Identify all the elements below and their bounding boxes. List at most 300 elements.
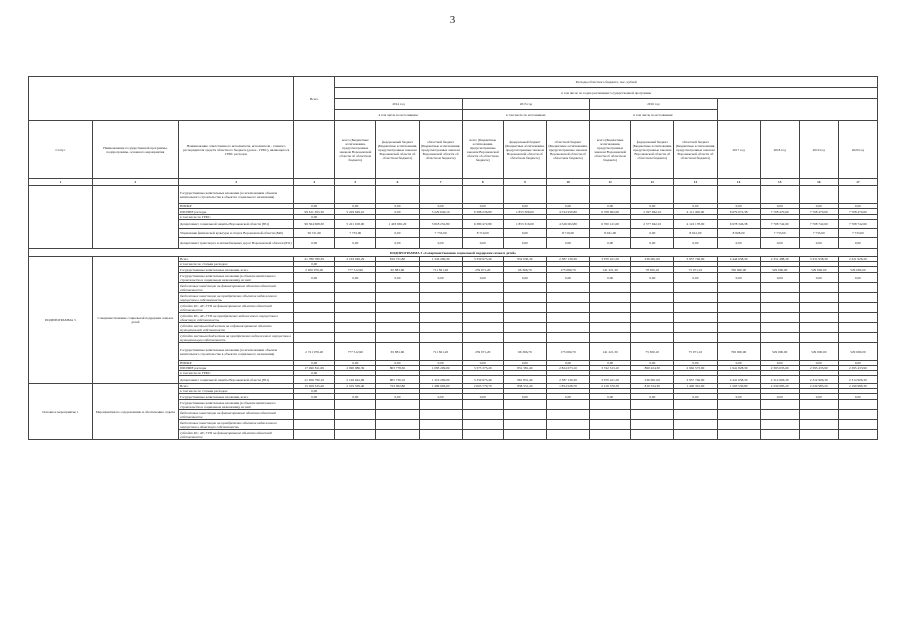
row-label: Управление физической культуры и спорта Воронежской области (846)	[179, 229, 294, 238]
value-cell	[462, 323, 503, 333]
row-label: Государственные капитальные вложения, всего	[179, 267, 294, 273]
value-cell: 2 314 906,30	[838, 376, 877, 384]
subprogram-status: ПОДПРОГРАММА 3	[29, 257, 93, 384]
value-cell: 2 824 073,10	[546, 366, 589, 371]
value-cell: 2 199 986,30	[838, 384, 877, 389]
value-cell	[419, 303, 462, 313]
column-number: 3	[179, 179, 294, 186]
value-cell	[799, 420, 838, 430]
row-label: субсидии КС, АУ, ГУП на приобретение недвижимого имущества в областную собственность	[179, 313, 294, 323]
value-cell: 6 978 346,38	[717, 220, 760, 229]
value-cell	[462, 186, 503, 204]
row-label: субсидии КС, АУ, ГУП на финансирование объектов областной собственности	[179, 430, 294, 440]
header-budget: Расходы областного бюджета, тыс. рублей	[335, 77, 878, 88]
value-cell	[717, 293, 760, 303]
row-label: Государственные капитальные вложения (за исключением объемов капитального строительства в объектах социального назначения)	[179, 343, 294, 361]
header-src-c-2015: областной бюджет (Бюджетные ассигнования, предусмотренные законом Воронежской области об областном бюджете)	[546, 121, 589, 179]
value-cell: 0,00	[376, 238, 419, 249]
value-cell: 6 700 121,00	[590, 220, 631, 229]
value-cell: 0,00	[503, 394, 546, 400]
page-number: 3	[449, 14, 456, 26]
value-cell	[799, 323, 838, 333]
value-cell: 7 733,00	[760, 229, 799, 238]
value-cell: 932 030,30	[503, 257, 546, 262]
header-src-b-2015: федеральный бюджет (Бюджетные ассигнования, предусмотренные законом Воронежской области об областном бюджете)	[503, 121, 546, 179]
value-cell: 239 971,20	[462, 343, 503, 361]
value-cell: 6 708 062,00	[590, 209, 631, 215]
value-cell: 0,00	[799, 361, 838, 366]
value-cell: 0,00	[799, 238, 838, 249]
value-cell: 1 853 306,00	[503, 209, 546, 215]
value-cell	[590, 430, 631, 440]
budget-table	[28, 76, 878, 440]
value-cell: 711 821,20	[419, 267, 462, 273]
header-total: Всего	[294, 77, 335, 121]
value-cell: 0,00	[546, 238, 589, 249]
budget-table-sheet	[28, 76, 878, 440]
value-cell: 2 387 139,30	[546, 376, 589, 384]
value-cell: 0,00	[631, 238, 674, 249]
header-incl-2014: в том числе по источникам:	[335, 110, 462, 121]
value-cell: 0,00	[462, 238, 503, 249]
value-cell: 2 441 638,30	[717, 376, 760, 384]
value-cell: 0,00	[717, 394, 760, 400]
column-number: 17	[838, 179, 877, 186]
value-cell	[631, 333, 674, 343]
value-cell: 0,00	[503, 361, 546, 366]
value-cell	[799, 186, 838, 204]
column-number: 10	[546, 179, 589, 186]
value-cell	[838, 313, 877, 323]
column-number: 14	[717, 179, 760, 186]
value-cell: 2 387 139,30	[546, 257, 589, 262]
event-status: Основное мероприятие 1	[29, 384, 93, 440]
value-cell: 2 395 433,90	[799, 366, 838, 371]
value-cell: 0,00	[419, 273, 462, 283]
value-cell	[546, 313, 589, 323]
value-cell	[335, 283, 376, 293]
header-year-2015: 2015 год	[462, 99, 589, 110]
value-cell	[674, 430, 717, 440]
value-cell	[717, 430, 760, 440]
value-cell	[631, 323, 674, 333]
value-cell	[335, 400, 376, 410]
value-cell: 3 818 252,80	[419, 220, 462, 229]
value-cell	[674, 410, 717, 420]
value-cell: 0,00	[419, 361, 462, 366]
column-number: 15	[760, 179, 799, 186]
value-cell: 0,00	[546, 394, 589, 400]
value-cell: 0,00	[419, 238, 462, 249]
value-cell	[631, 420, 674, 430]
value-cell	[376, 410, 419, 420]
value-cell: 0,00	[462, 394, 503, 400]
value-cell: 1 343 290,30	[419, 257, 462, 262]
value-cell: 2 393 635,60	[760, 366, 799, 371]
value-cell: 0,00	[503, 204, 546, 209]
value-cell: 0,00	[294, 361, 335, 366]
value-cell: 4 122 178,90	[674, 220, 717, 229]
value-cell	[503, 313, 546, 323]
value-cell: 0,00	[838, 204, 877, 209]
value-cell	[717, 400, 760, 410]
value-cell: 1 941 828,30	[717, 366, 760, 371]
value-cell	[462, 303, 503, 313]
column-number: 7	[419, 179, 462, 186]
value-cell	[335, 293, 376, 303]
value-cell: 2 314 906,30	[799, 376, 838, 384]
header-src-c-2014: областной бюджет (Бюджетные ассигнования, предусмотренные законом Воронежской области об областном бюджете)	[419, 121, 462, 179]
value-cell	[419, 323, 462, 333]
value-cell	[799, 333, 838, 343]
value-cell	[590, 283, 631, 293]
column-number: 4	[294, 179, 335, 186]
value-cell: 0,00	[717, 361, 760, 366]
value-cell: 0,00	[294, 238, 335, 249]
value-cell	[294, 410, 335, 420]
value-cell	[590, 313, 631, 323]
value-cell: 7 708 742,60	[838, 220, 877, 229]
value-cell: 838 331,20	[503, 384, 546, 389]
value-cell: 7 733,00	[335, 229, 376, 238]
value-cell	[546, 430, 589, 440]
value-cell: 259 971,20	[462, 267, 503, 273]
value-cell: 5 229 649,10	[419, 209, 462, 215]
header-status: Статус	[29, 121, 93, 179]
value-cell	[799, 283, 838, 293]
value-cell: 2 239 985,20	[760, 384, 799, 389]
event-name: Мероприятия по оздоровлению и обеспечению отдыха	[92, 384, 178, 440]
value-cell	[503, 283, 546, 293]
value-cell: 819 731,80	[376, 257, 419, 262]
value-cell	[503, 303, 546, 313]
value-cell	[335, 303, 376, 313]
value-cell: 0,00	[462, 273, 503, 283]
value-cell: 15 029 325,20	[294, 384, 335, 389]
value-cell	[294, 313, 335, 323]
table-row	[29, 186, 878, 204]
value-cell	[717, 313, 760, 323]
value-cell: 0,00	[335, 238, 376, 249]
column-number: 1	[29, 179, 93, 186]
value-cell: 0,00	[294, 394, 335, 400]
value-cell	[294, 400, 335, 410]
value-cell	[376, 400, 419, 410]
value-cell: 2 721 976,20	[294, 343, 335, 361]
header-incl-state: в том числе по годам реализации государственной программы	[335, 88, 878, 99]
value-cell: 0,00	[376, 229, 419, 238]
value-cell	[546, 333, 589, 343]
value-cell	[376, 323, 419, 333]
value-cell	[674, 283, 717, 293]
value-cell	[546, 323, 589, 333]
value-cell	[335, 333, 376, 343]
value-cell: 36 721,00	[294, 229, 335, 238]
value-cell	[376, 303, 419, 313]
value-cell	[294, 186, 335, 204]
value-cell	[760, 283, 799, 293]
row-label: Всего	[179, 257, 294, 262]
value-cell	[760, 323, 799, 333]
value-cell: 0,00	[419, 204, 462, 209]
row-label: бюджетные инвестиции на приобретение объектов недвижимого имущества в областную собственность	[179, 420, 294, 430]
value-cell	[717, 303, 760, 313]
value-cell	[546, 293, 589, 303]
value-cell	[838, 283, 877, 293]
value-cell: 66 366,70	[503, 267, 546, 273]
value-cell	[590, 186, 631, 204]
value-cell	[631, 313, 674, 323]
value-cell: 723 062,80	[376, 384, 419, 389]
value-cell	[674, 400, 717, 410]
value-cell: 0,00	[546, 204, 589, 209]
header-total-empty	[294, 121, 335, 179]
header-year-2016: 2016 год	[590, 99, 717, 110]
value-cell	[376, 430, 419, 440]
value-cell	[760, 313, 799, 323]
value-cell: 21 656 790,19	[294, 376, 335, 384]
header-src-c-2016: областной бюджет (Бюджетные ассигнования, предусмотренные законом Воронежской области об областном бюджете)	[674, 121, 717, 179]
value-cell	[335, 430, 376, 440]
header-year-2014: 2014 год	[335, 99, 462, 110]
value-cell	[462, 333, 503, 343]
column-number-row	[29, 179, 878, 186]
value-cell: 0,00	[294, 204, 335, 209]
value-cell	[717, 186, 760, 204]
value-cell	[419, 420, 462, 430]
value-cell	[590, 293, 631, 303]
row-label: Департамент социальной защиты Воронежской области (851)	[179, 376, 294, 384]
header-future-years-spacer	[717, 99, 877, 121]
value-cell: 236 061,00	[631, 376, 674, 384]
value-cell: 0,00	[462, 361, 503, 366]
value-cell	[590, 303, 631, 313]
value-cell: 2 003 779,70	[462, 384, 503, 389]
value-cell: 1 853 316,00	[503, 220, 546, 229]
value-cell: 0,00	[760, 204, 799, 209]
value-cell	[462, 293, 503, 303]
value-cell	[503, 420, 546, 430]
value-cell: 8 719,00	[462, 229, 503, 238]
value-cell: 0,00	[419, 394, 462, 400]
header-incl-2015: в том числе по источникам:	[462, 110, 589, 121]
value-cell: 0,00	[335, 394, 376, 400]
value-cell: 99 564 668,30	[294, 220, 335, 229]
value-cell	[838, 410, 877, 420]
value-cell	[799, 410, 838, 420]
value-cell: 0,00	[590, 204, 631, 209]
value-cell	[419, 430, 462, 440]
header-spacer	[29, 77, 294, 121]
value-cell: 1 563 539,80	[717, 384, 760, 389]
value-cell	[294, 420, 335, 430]
value-cell	[419, 293, 462, 303]
value-cell: 3 331 938,30	[799, 257, 838, 262]
value-cell: 0,00	[760, 238, 799, 249]
value-cell	[462, 420, 503, 430]
value-cell: 700 000,00	[717, 343, 760, 361]
value-cell	[838, 430, 877, 440]
value-cell: 7 733,00	[419, 229, 462, 238]
value-cell: 0,00	[376, 273, 419, 283]
value-cell: 0,00	[838, 394, 877, 400]
header-src-a-2016: всего (Бюджетные ассигнования, предусмотренные законом Воронежской области об областном бюджете)	[590, 121, 631, 179]
value-cell	[294, 323, 335, 333]
value-cell: 65 881,60	[376, 343, 419, 361]
row-label: в том числе по статьям расходов:	[179, 262, 294, 267]
value-cell: 0,00	[590, 394, 631, 400]
value-cell: 2 444 638,30	[717, 257, 760, 262]
value-cell	[335, 186, 376, 204]
value-cell	[760, 400, 799, 410]
value-cell	[760, 293, 799, 303]
value-cell	[546, 303, 589, 313]
header-program: Наименование государственной программы, подпрограммы, основного мероприятия	[92, 121, 178, 179]
value-cell: 7 733,00	[838, 229, 877, 238]
value-cell: 1 403 665,20	[376, 220, 419, 229]
value-cell: 8 719,00	[546, 229, 589, 238]
value-cell	[631, 303, 674, 313]
header-src-b-2014: федеральный бюджет (Бюджетные ассигнования, предусмотренные законом Воронежской области об областном бюджете)	[376, 121, 419, 179]
value-cell: 0,00	[760, 273, 799, 283]
value-cell: 0,00	[799, 204, 838, 209]
value-cell	[799, 303, 838, 313]
row-label: Государственные капитальные вложения (в объекты капитального строительства в социальном назначении), из них:	[179, 273, 294, 283]
column-number: 11	[590, 179, 631, 186]
value-cell: 0,00	[674, 394, 717, 400]
value-cell: 7 733,00	[799, 229, 838, 238]
value-cell: 6 388 236,80	[462, 209, 503, 215]
value-cell: 0,00	[838, 273, 877, 283]
row-label: НИОКР	[179, 361, 294, 366]
value-cell	[376, 313, 419, 323]
value-cell: 0,00	[838, 238, 877, 249]
value-cell	[335, 420, 376, 430]
value-cell	[419, 410, 462, 420]
value-cell: 2 314 906,30	[760, 376, 799, 384]
value-cell: 5 221 918,00	[335, 220, 376, 229]
value-cell	[760, 420, 799, 430]
value-cell: 0,00	[631, 204, 674, 209]
value-cell: 75 650,10	[631, 343, 674, 361]
value-cell	[631, 186, 674, 204]
row-label: бюджетные инвестиции на финансирование объектов областной собственности	[179, 410, 294, 420]
header-executors: Наименование ответственного исполнителя, исполнителя - главного распорядителя средств областного бюджета (далее - ГРБС), являющегося ГРБС расходов	[179, 121, 294, 179]
value-cell: 1 319 290,09	[419, 376, 462, 384]
value-cell: 1 854 028,70	[546, 384, 589, 389]
value-cell	[503, 186, 546, 204]
value-cell	[503, 400, 546, 410]
value-cell: 777 512,90	[335, 267, 376, 273]
value-cell: 2 962 573,90	[674, 366, 717, 371]
subprogram-title-row	[29, 249, 878, 257]
row-label: ПРОЧИЕ расходы	[179, 366, 294, 371]
value-cell: 2 650 976,20	[294, 267, 335, 273]
value-cell	[838, 420, 877, 430]
value-cell	[717, 333, 760, 343]
column-number: 9	[503, 179, 546, 186]
row-label: Департамент социальной защиты Воронежской области (851)	[179, 220, 294, 229]
value-cell	[674, 333, 717, 343]
value-cell: 7 708 470,60	[799, 209, 838, 215]
value-cell	[294, 333, 335, 343]
value-cell	[631, 430, 674, 440]
value-cell: 0,00	[376, 394, 419, 400]
value-cell	[760, 430, 799, 440]
row-label: Государственные капитальные вложения, всего	[179, 394, 294, 400]
value-cell	[590, 420, 631, 430]
value-cell: 0,00	[760, 361, 799, 366]
value-cell	[503, 410, 546, 420]
value-cell: 0,00	[674, 361, 717, 366]
header-year-2018: 2018 год	[760, 121, 799, 179]
value-cell: 66 366,70	[503, 343, 546, 361]
value-cell: 0,00	[590, 238, 631, 249]
value-cell: 2 577 942,10	[631, 220, 674, 229]
value-cell	[335, 410, 376, 420]
value-cell: 3 359 975,40	[462, 257, 503, 262]
value-cell	[462, 313, 503, 323]
program-name-cell	[92, 186, 178, 249]
value-cell: 831 381,40	[503, 366, 546, 371]
row-label: в том числе по статьям расходов:	[179, 389, 294, 394]
value-cell	[503, 293, 546, 303]
value-cell: 0,00	[546, 361, 589, 366]
value-cell: 0,00	[294, 262, 335, 267]
value-cell: 6 979 672,38	[717, 209, 760, 215]
header-year-2019: 2019 год	[799, 121, 838, 179]
value-cell	[590, 400, 631, 410]
value-cell	[674, 313, 717, 323]
value-cell	[674, 186, 717, 204]
value-cell: 2 090 986,39	[335, 366, 376, 371]
value-cell: 0,00	[294, 371, 335, 376]
value-cell: 6 380 472,80	[462, 220, 503, 229]
value-cell	[717, 410, 760, 420]
value-cell	[419, 333, 462, 343]
column-number: 12	[631, 179, 674, 186]
value-cell	[546, 283, 589, 293]
row-label: бюджетные инвестиции на приобретение объектов недвижимого имущества в собственность	[179, 293, 294, 303]
value-cell: 1 489 906,60	[419, 384, 462, 389]
value-cell	[376, 293, 419, 303]
value-cell: 0,00	[799, 273, 838, 283]
row-label: НИОКР	[179, 204, 294, 209]
value-cell	[462, 430, 503, 440]
value-cell: 0,00	[294, 389, 335, 394]
value-cell	[546, 186, 589, 204]
value-cell: 2 216 376,30	[590, 384, 631, 389]
value-cell: 3 373 373,20	[462, 366, 503, 371]
value-cell	[799, 430, 838, 440]
column-number: 16	[799, 179, 838, 186]
value-cell: 2 395 433,90	[838, 366, 877, 371]
value-cell	[717, 420, 760, 430]
value-cell	[631, 400, 674, 410]
status-cell	[29, 186, 93, 249]
row-label: в том числе по ГРБС:	[179, 371, 294, 376]
value-cell	[631, 283, 674, 293]
value-cell: 0,00	[717, 238, 760, 249]
row-label: бюджетные инвестиции на финансирование объектов областной собственности	[179, 283, 294, 293]
value-cell	[674, 420, 717, 430]
value-cell: 21 786 780,39	[294, 257, 335, 262]
value-cell: 0,00	[376, 204, 419, 209]
value-cell: 2 221 926,20	[838, 257, 877, 262]
value-cell: 99 611 395,30	[294, 209, 335, 215]
value-cell: 0,00	[631, 273, 674, 283]
value-cell	[462, 400, 503, 410]
